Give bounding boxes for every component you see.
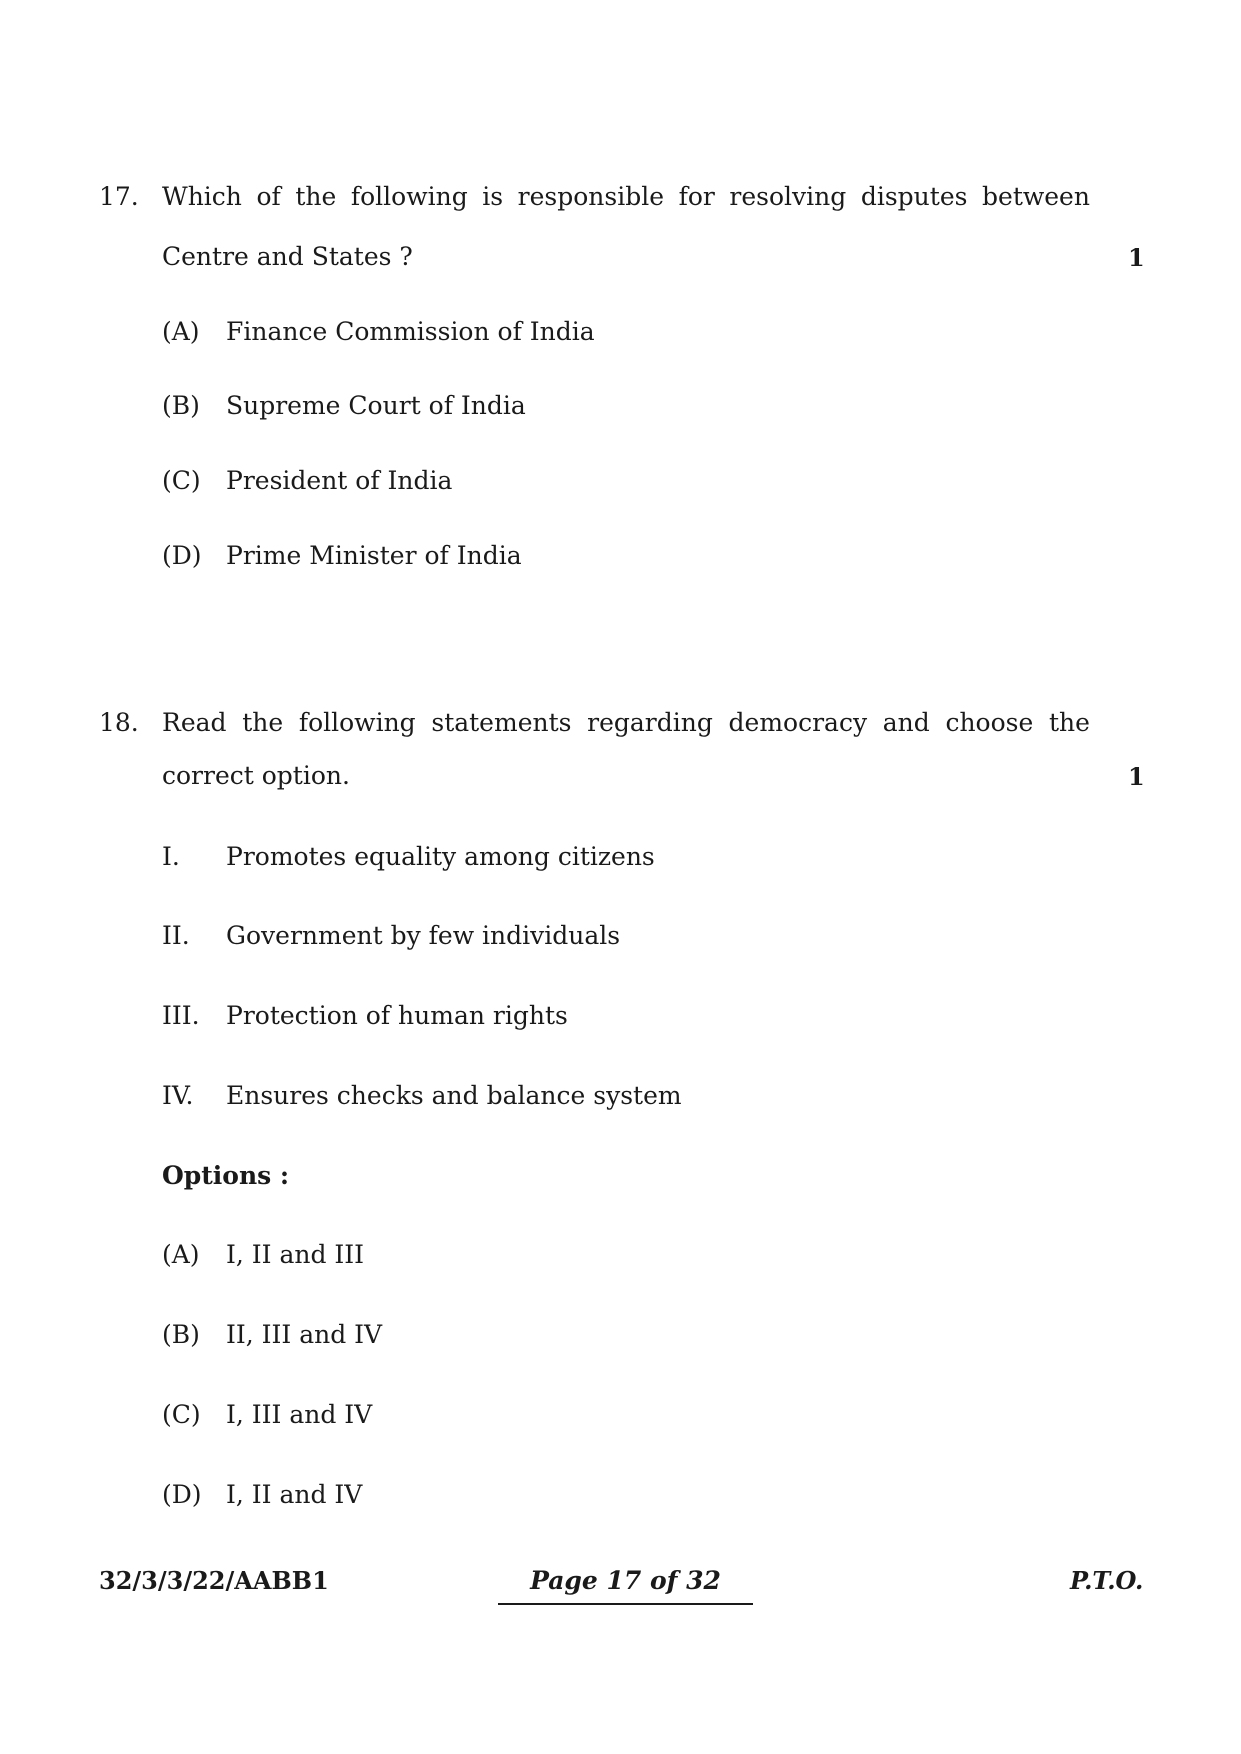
question-word: statements: [431, 708, 572, 737]
option-d[interactable]: [162, 1480, 362, 1509]
statement-text: Government by few individuals: [226, 921, 621, 950]
option-c[interactable]: [162, 1400, 372, 1429]
option-text: II, III and IV: [226, 1320, 383, 1349]
question-text-line-1: [162, 182, 1090, 211]
statement-i: [162, 842, 655, 871]
question-number: 17.: [99, 182, 139, 211]
statement-iii: [162, 1001, 568, 1030]
question-text-line-2: correct option.: [162, 761, 350, 790]
question-word: democracy: [728, 708, 868, 737]
statement-ii: [162, 921, 620, 950]
option-a[interactable]: [162, 1240, 364, 1269]
option-label: (B): [162, 391, 200, 420]
question-word: and: [882, 708, 930, 737]
question-word: choose: [945, 708, 1034, 737]
option-b[interactable]: [162, 1320, 382, 1349]
option-b[interactable]: [162, 391, 526, 420]
question-text-line-1: [162, 708, 1090, 737]
option-label: (A): [162, 317, 200, 346]
option-label: (C): [162, 466, 201, 495]
question-word: responsible: [517, 182, 665, 211]
option-label: (C): [162, 1400, 201, 1429]
question-word: the: [242, 708, 284, 737]
question-word: regarding: [587, 708, 713, 737]
marks-label: 1: [1128, 243, 1145, 272]
options-heading: Options :: [162, 1161, 290, 1190]
option-text: I, II and III: [226, 1240, 365, 1269]
question-word: following: [350, 182, 468, 211]
question-word: the: [295, 182, 337, 211]
marks-label: 1: [1128, 762, 1145, 791]
please-turn-over: P.T.O.: [1070, 1566, 1144, 1595]
statement-label: I.: [162, 842, 180, 871]
option-text: Finance Commission of India: [226, 317, 595, 346]
option-text: Prime Minister of India: [226, 541, 522, 570]
statement-iv: [162, 1081, 682, 1110]
option-c[interactable]: [162, 466, 452, 495]
option-text: I, II and IV: [226, 1480, 363, 1509]
statement-text: Ensures checks and balance system: [226, 1081, 682, 1110]
question-word: following: [298, 708, 416, 737]
question-word: between: [982, 182, 1090, 211]
option-label: (A): [162, 1240, 200, 1269]
option-label: (B): [162, 1320, 200, 1349]
option-text: Supreme Court of India: [226, 391, 526, 420]
paper-code: 32/3/3/22/AABB1: [99, 1566, 329, 1595]
question-word: Read: [162, 708, 227, 737]
question-word: the: [1048, 708, 1090, 737]
option-label: (D): [162, 1480, 202, 1509]
question-word: resolving: [729, 182, 847, 211]
statement-text: Protection of human rights: [226, 1001, 568, 1030]
question-word: disputes: [860, 182, 968, 211]
option-text: I, III and IV: [226, 1400, 373, 1429]
option-d[interactable]: [162, 541, 522, 570]
statement-label: II.: [162, 921, 190, 950]
question-word: is: [482, 182, 504, 211]
question-word: Which: [162, 182, 242, 211]
page-number: Page 17 of 32: [498, 1566, 753, 1605]
option-a[interactable]: [162, 317, 595, 346]
option-label: (D): [162, 541, 202, 570]
statement-text: Promotes equality among citizens: [226, 842, 655, 871]
statement-label: IV.: [162, 1081, 194, 1110]
question-text-line-2: Centre and States ?: [162, 242, 413, 271]
question-number: 18.: [99, 708, 139, 737]
question-word: of: [256, 182, 281, 211]
question-word: for: [678, 182, 715, 211]
statement-label: III.: [162, 1001, 200, 1030]
option-text: President of India: [226, 466, 453, 495]
